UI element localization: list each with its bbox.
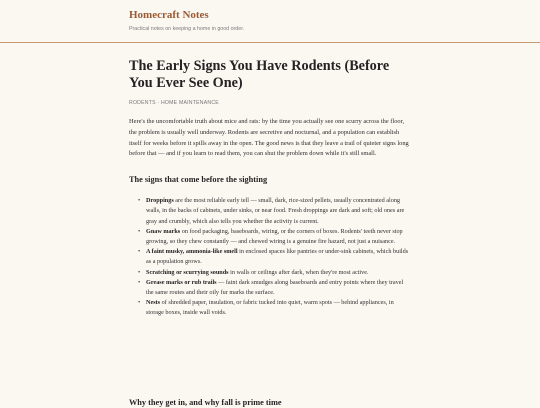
sign-text: in walls or ceilings after dark, when they're most active. (228, 268, 369, 276)
article-intro: Here's the uncomfortable truth about mice and rats: by the time you actually see one scurry across the floor, the problem is usually well underway. Rodents are secretive and nocturnal, and a population can establish itself for weeks before it spills away in the open. The good news is that they leave a trail of quieter signs long before that — and if you learn to read them, you can shut the problem down while it's still small. (129, 118, 409, 158)
sign-term: Scratching or scurrying sounds (146, 268, 229, 276)
sign-term: Nests (146, 299, 161, 307)
list-item (146, 247, 410, 267)
sign-term: Gnaw marks (146, 227, 181, 235)
sign-text: on food packaging, baseboards, wiring, or the corners of boxes. Rodents' teeth never stop growing, so they chew constantly — and chewed wiring is a genuine fire hazard, not just a nuisance. (146, 227, 403, 245)
site-tagline: Practical notes on keeping a home in good order. (129, 26, 245, 32)
article (129, 58, 410, 319)
signs-list (129, 196, 410, 318)
list-item (146, 196, 410, 227)
sign-term: Grease marks or rub trails (146, 278, 217, 286)
sign-text: of shredded paper, insulation, or fabric tucked into quiet, warm spots — behind appliances, in storage boxes, inside wall voids. (146, 299, 394, 317)
section-heading-signs: The signs that come before the sighting (129, 175, 268, 185)
sign-term: Droppings (146, 197, 174, 205)
sign-text: in enclosed spaces like pantries or under-sink cabinets, which builds as a population grows. (146, 248, 409, 266)
list-item (146, 298, 410, 318)
list-item (146, 227, 410, 247)
section-heading-why-they-get-in: Why they get in, and why fall is prime time (129, 398, 282, 407)
site-header (0, 0, 540, 43)
list-item (146, 278, 410, 298)
article-title: The Early Signs You Have Rodents (Before You Ever See One) (129, 58, 390, 91)
article-meta: RODENTS · HOME MAINTENANCE (129, 100, 219, 106)
sign-text: are the most reliable early tell — small, dark, rice-sized pellets, usually concentrated along walls, in the backs of cabinets, under sinks, or near food. Fresh droppings are dark and soft; old ones are gray and crumbly, which also tells you whether the activity is current. (146, 197, 405, 225)
site-brand-link[interactable]: Homecraft Notes (129, 9, 209, 21)
list-item (146, 268, 410, 278)
sign-term: A faint musky, ammonia-like smell (146, 248, 238, 256)
sign-text: — faint dark smudges along baseboards and entry points where they travel the same routes and their oily fur marks the surface. (146, 278, 404, 297)
